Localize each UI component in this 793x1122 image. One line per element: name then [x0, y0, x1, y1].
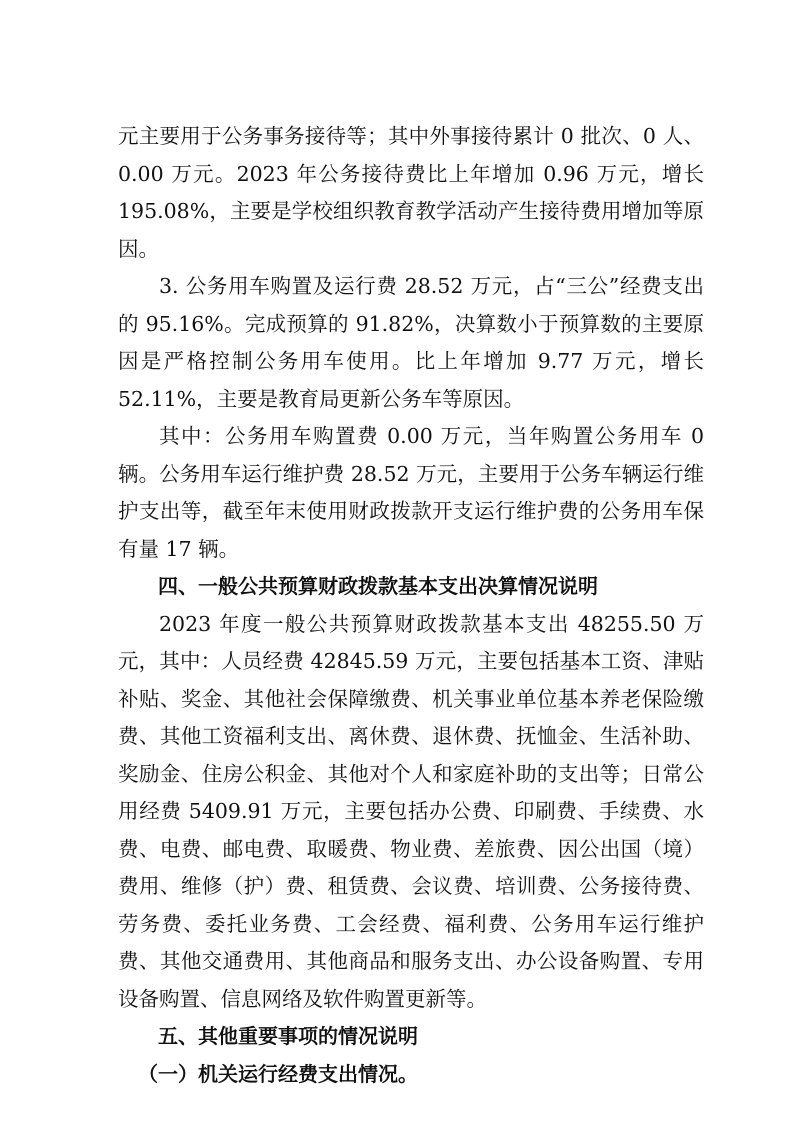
- paragraph-vehicle-detail: 其中：公务用车购置费 0.00 万元，当年购置公务用车 0 辆。公务用车运行维护费 28.52 万元，主要用于公务车辆运行维护支出等，截至年末使用财政拨款开支运行维护费的公务用车保有量 17 辆。: [118, 424, 704, 561]
- paragraph-vehicle-expense: 3. 公务用车购置及运行费 28.52 万元，占“三公”经费支出的 95.16%。完成预算的 91.82%，决算数小于预算数的主要原因是严格控制公务用车使用。比上年增加 9.77 万元，增长 52.11%，主要是教育局更新公务车等原因。: [118, 274, 704, 411]
- document-body: [118, 118, 704, 1093]
- paragraph-reception-expense: 元主要用于公务事务接待等；其中外事接待累计 0 批次、0 人、0.00 万元。2023 年公务接待费比上年增加 0.96 万元，增长 195.08%，主要是学校组织教育教学活动产生接待费用增加等原因。: [118, 124, 704, 261]
- section-heading-basic-expenditure: 四、一般公共预算财政拨款基本支出决算情况说明: [158, 574, 598, 598]
- paragraph-basic-expenditure: 2023 年度一般公共预算财政拨款基本支出 48255.50 万元，其中：人员经费 42845.59 万元，主要包括基本工资、津贴补贴、奖金、其他社会保障缴费、机关事业单位基本养老保险缴费、其他工资福利支出、离休费、退休费、抚恤金、生活补助、奖励金、住房公积金、其他对个人和家庭补助的支出等；日常公用经费 5409.91 万元，主要包括办公费、印刷费、手续费、水费、电费、邮电费、取暖费、物业费、差旅费、因公出国（境）费用、维修（护）费、租赁费、会议费、培训费、公务接待费、劳务费、委托业务费、工会经费、福利费、公务用车运行维护费、其他交通费用、其他商品和服务支出、办公设备购置、专用设备购置、信息网络及软件购置更新等。: [118, 611, 704, 1011]
- subsection-heading-operating-expense: （一）机关运行经费支出情况。: [138, 1061, 418, 1086]
- section-heading-other-matters: 五、其他重要事项的情况说明: [158, 1024, 418, 1048]
